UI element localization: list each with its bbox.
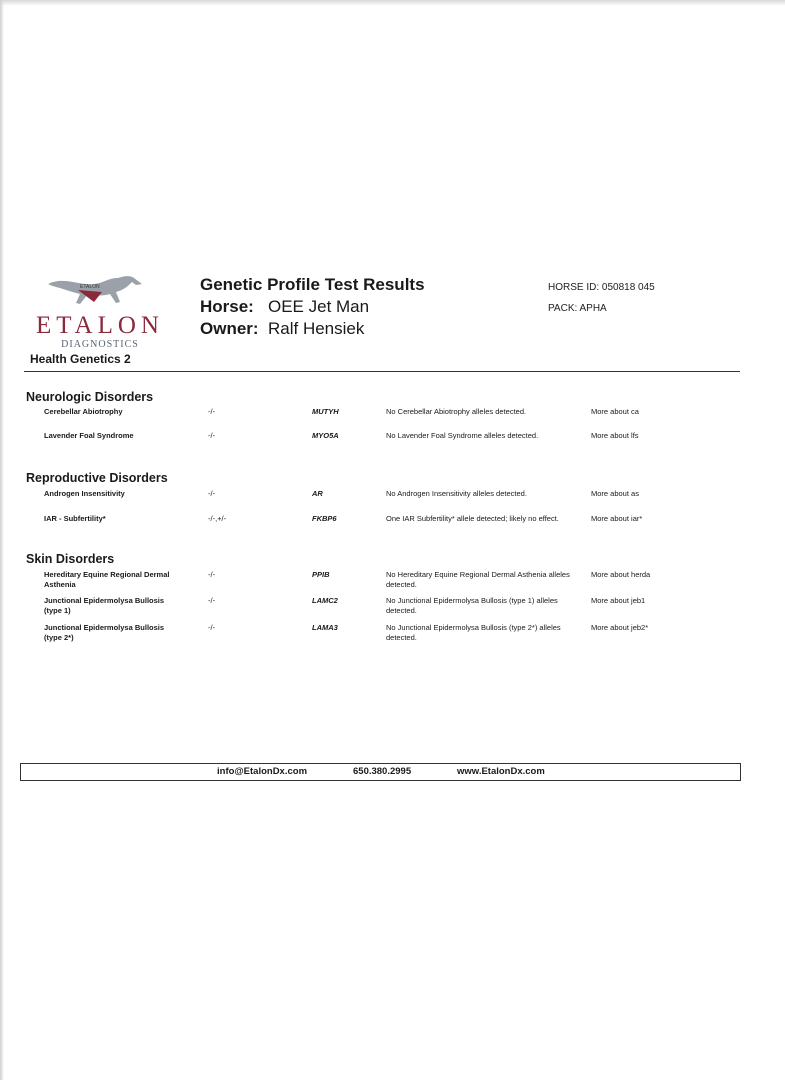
disorder-name: Junctional Epidermolysa Bullosis (type 1)	[44, 596, 165, 615]
scan-edge	[0, 0, 4, 1080]
gene-name: LAMC2	[312, 596, 338, 605]
disorder-name: Junctional Epidermolysa Bullosis (type 2*)	[44, 623, 165, 642]
gene-name: MYO5A	[312, 431, 339, 440]
more-about-link[interactable]: More about as	[591, 489, 639, 498]
owner-label: Owner:	[200, 319, 259, 338]
more-about-link[interactable]: More about herda	[591, 570, 651, 579]
section-title-reproductive: Reproductive Disorders	[26, 471, 168, 485]
horse-name: OEE Jet Man	[268, 297, 370, 316]
disorder-name: Hereditary Equine Regional Dermal Asthenia	[44, 570, 170, 589]
genotype: -/-	[208, 596, 216, 605]
genotype: -/-	[208, 489, 216, 498]
pack-label: PACK: APHA	[548, 303, 607, 314]
more-about-link[interactable]: More about ca	[591, 407, 639, 416]
disorder-name: IAR - Subfertility*	[44, 514, 106, 523]
section-title-neurologic: Neurologic Disorders	[26, 390, 154, 404]
gene-name: PPIB	[312, 570, 330, 579]
more-about-link[interactable]: More about jeb1	[591, 596, 646, 605]
result-text: No Junctional Epidermolysa Bullosis (type 1) alleles detected.	[386, 596, 558, 615]
footer-website-link[interactable]: www.EtalonDx.com	[457, 766, 545, 777]
result-text: No Hereditary Equine Regional Dermal Asthenia alleles detected.	[386, 570, 570, 589]
more-about-link[interactable]: More about iar*	[591, 514, 643, 523]
contact-footer	[20, 763, 741, 781]
logo-subtitle: DIAGNOSTICS	[61, 339, 139, 350]
footer-email-link[interactable]: info@EtalonDx.com	[217, 766, 308, 777]
section-title-skin: Skin Disorders	[26, 552, 115, 566]
owner-name: Ralf Hensiek	[268, 319, 365, 338]
disorder-name: Cerebellar Abiotrophy	[44, 407, 123, 416]
gene-name: AR	[312, 489, 323, 498]
gene-name: LAMA3	[312, 623, 338, 632]
horse-id: HORSE ID: 050818 045	[548, 282, 655, 293]
gene-name: FKBP6	[312, 514, 337, 523]
owner-row	[200, 319, 364, 339]
gene-name: MUTYH	[312, 407, 339, 416]
horse-label: Horse:	[200, 297, 254, 316]
more-about-link[interactable]: More about jeb2*	[591, 623, 649, 632]
genotype: -/-	[208, 431, 216, 440]
header-divider	[24, 371, 740, 372]
panel-title: Health Genetics 2	[30, 352, 131, 366]
horse-row	[200, 297, 369, 317]
result-text: No Lavender Foal Syndrome alleles detected.	[386, 431, 539, 440]
result-text: One IAR Subfertility* allele detected; likely no effect.	[386, 514, 559, 523]
disorder-name: Lavender Foal Syndrome	[44, 431, 134, 440]
genotype: -/-	[208, 407, 216, 416]
scan-edge	[0, 0, 785, 6]
genotype: -/-	[208, 570, 216, 579]
svg-text:ETALON: ETALON	[80, 284, 100, 290]
genotype: -/-	[208, 623, 216, 632]
logo-wordmark: ETALON	[36, 312, 164, 339]
horse-logo-icon	[46, 272, 146, 312]
result-text: No Junctional Epidermolysa Bullosis (type 2*) alleles detected.	[386, 623, 561, 642]
company-logo	[28, 272, 168, 350]
disorder-name: Androgen Insensitivity	[44, 489, 125, 498]
result-text: No Cerebellar Abiotrophy alleles detected.	[386, 407, 527, 416]
result-text: No Androgen Insensitivity alleles detected.	[386, 489, 527, 498]
report-title: Genetic Profile Test Results	[200, 275, 425, 294]
footer-phone: 650.380.2995	[353, 766, 412, 777]
genotype: -/-,+/-	[208, 514, 227, 523]
more-about-link[interactable]: More about lfs	[591, 431, 639, 440]
